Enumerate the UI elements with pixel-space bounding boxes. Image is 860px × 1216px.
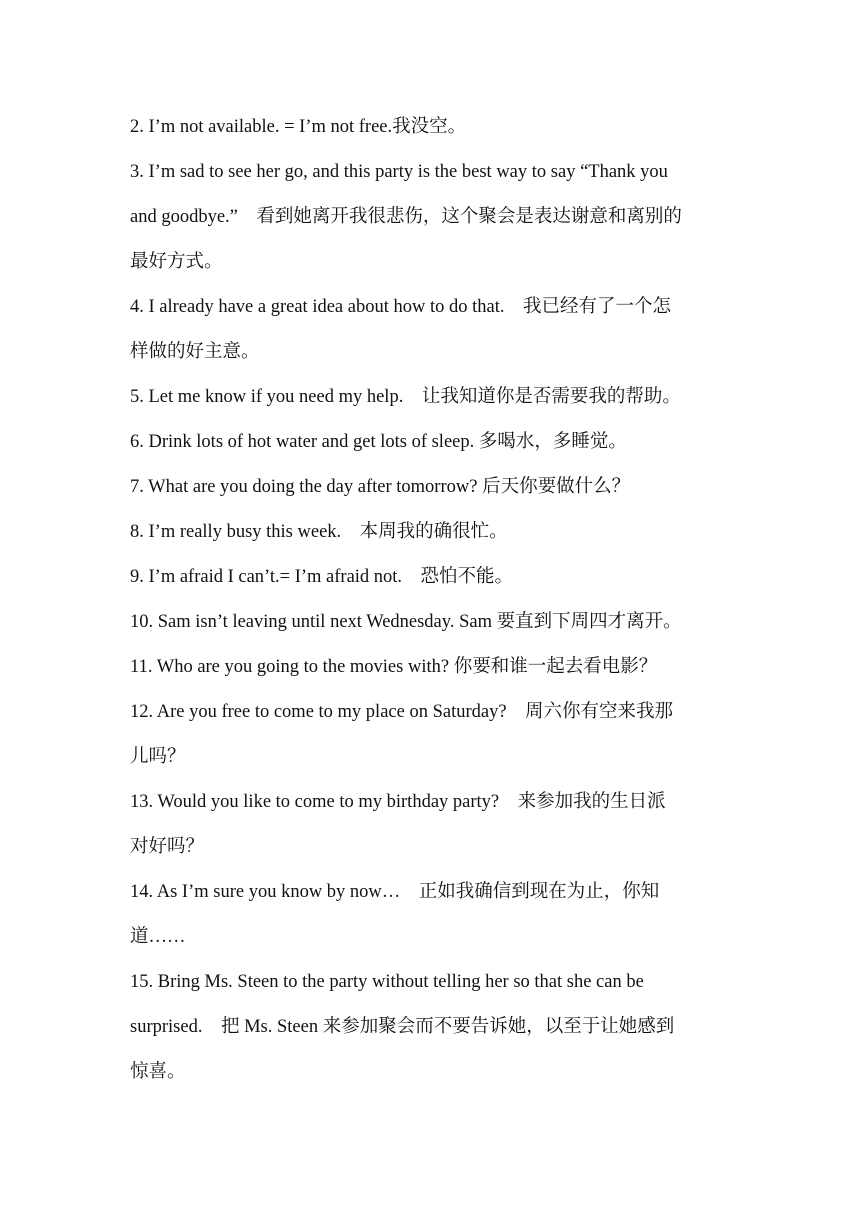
text-line: 3. I’m sad to see her go, and this party is the best way to say “Thank you <box>130 162 668 182</box>
text-line: 5. Let me know if you need my help. 让我知道你是否需要我的帮助。 <box>130 387 681 407</box>
text-line: 2. I’m not available. = I’m not free.我没空。 <box>130 117 467 137</box>
text-line: 对好吗？ <box>130 837 205 857</box>
text-line: 7. What are you doing the day after tomorrow? 后天你要做什么？ <box>130 477 631 497</box>
text-line: and goodbye.” 看到她离开我很悲伤，这个聚会是表达谢意和离别的 <box>130 207 682 227</box>
text-line: 8. I’m really busy this week. 本周我的确很忙。 <box>130 522 508 542</box>
text-line: 6. Drink lots of hot water and get lots of sleep. 多喝水，多睡觉。 <box>130 432 627 452</box>
text-line: 11. Who are you going to the movies with? 你要和谁一起去看电影？ <box>130 657 658 677</box>
text-line: 12. Are you free to come to my place on Saturday? 周六你有空来我那 <box>130 702 674 722</box>
text-line: 最好方式。 <box>130 252 223 272</box>
text-line: 14. As I’m sure you know by now… 正如我确信到现在为止，你知 <box>130 882 660 902</box>
text-line: 道…… <box>130 927 186 947</box>
text-line: 15. Bring Ms. Steen to the party without telling her so that she can be <box>130 972 644 992</box>
text-line: 10. Sam isn’t leaving until next Wednesday. Sam 要直到下周四才离开。 <box>130 612 682 632</box>
text-line: 惊喜。 <box>130 1062 186 1082</box>
document-body <box>130 105 740 1095</box>
text-line: 4. I already have a great idea about how to do that. 我已经有了一个怎 <box>130 297 671 317</box>
text-line: 13. Would you like to come to my birthday party? 来参加我的生日派 <box>130 792 666 812</box>
text-line: surprised. 把 Ms. Steen 来参加聚会而不要告诉她，以至于让她感到 <box>130 1017 675 1037</box>
text-line: 样做的好主意。 <box>130 342 260 362</box>
text-line: 儿吗？ <box>130 747 186 767</box>
text-line: 9. I’m afraid I can’t.= I’m afraid not. 恐怕不能。 <box>130 567 514 587</box>
